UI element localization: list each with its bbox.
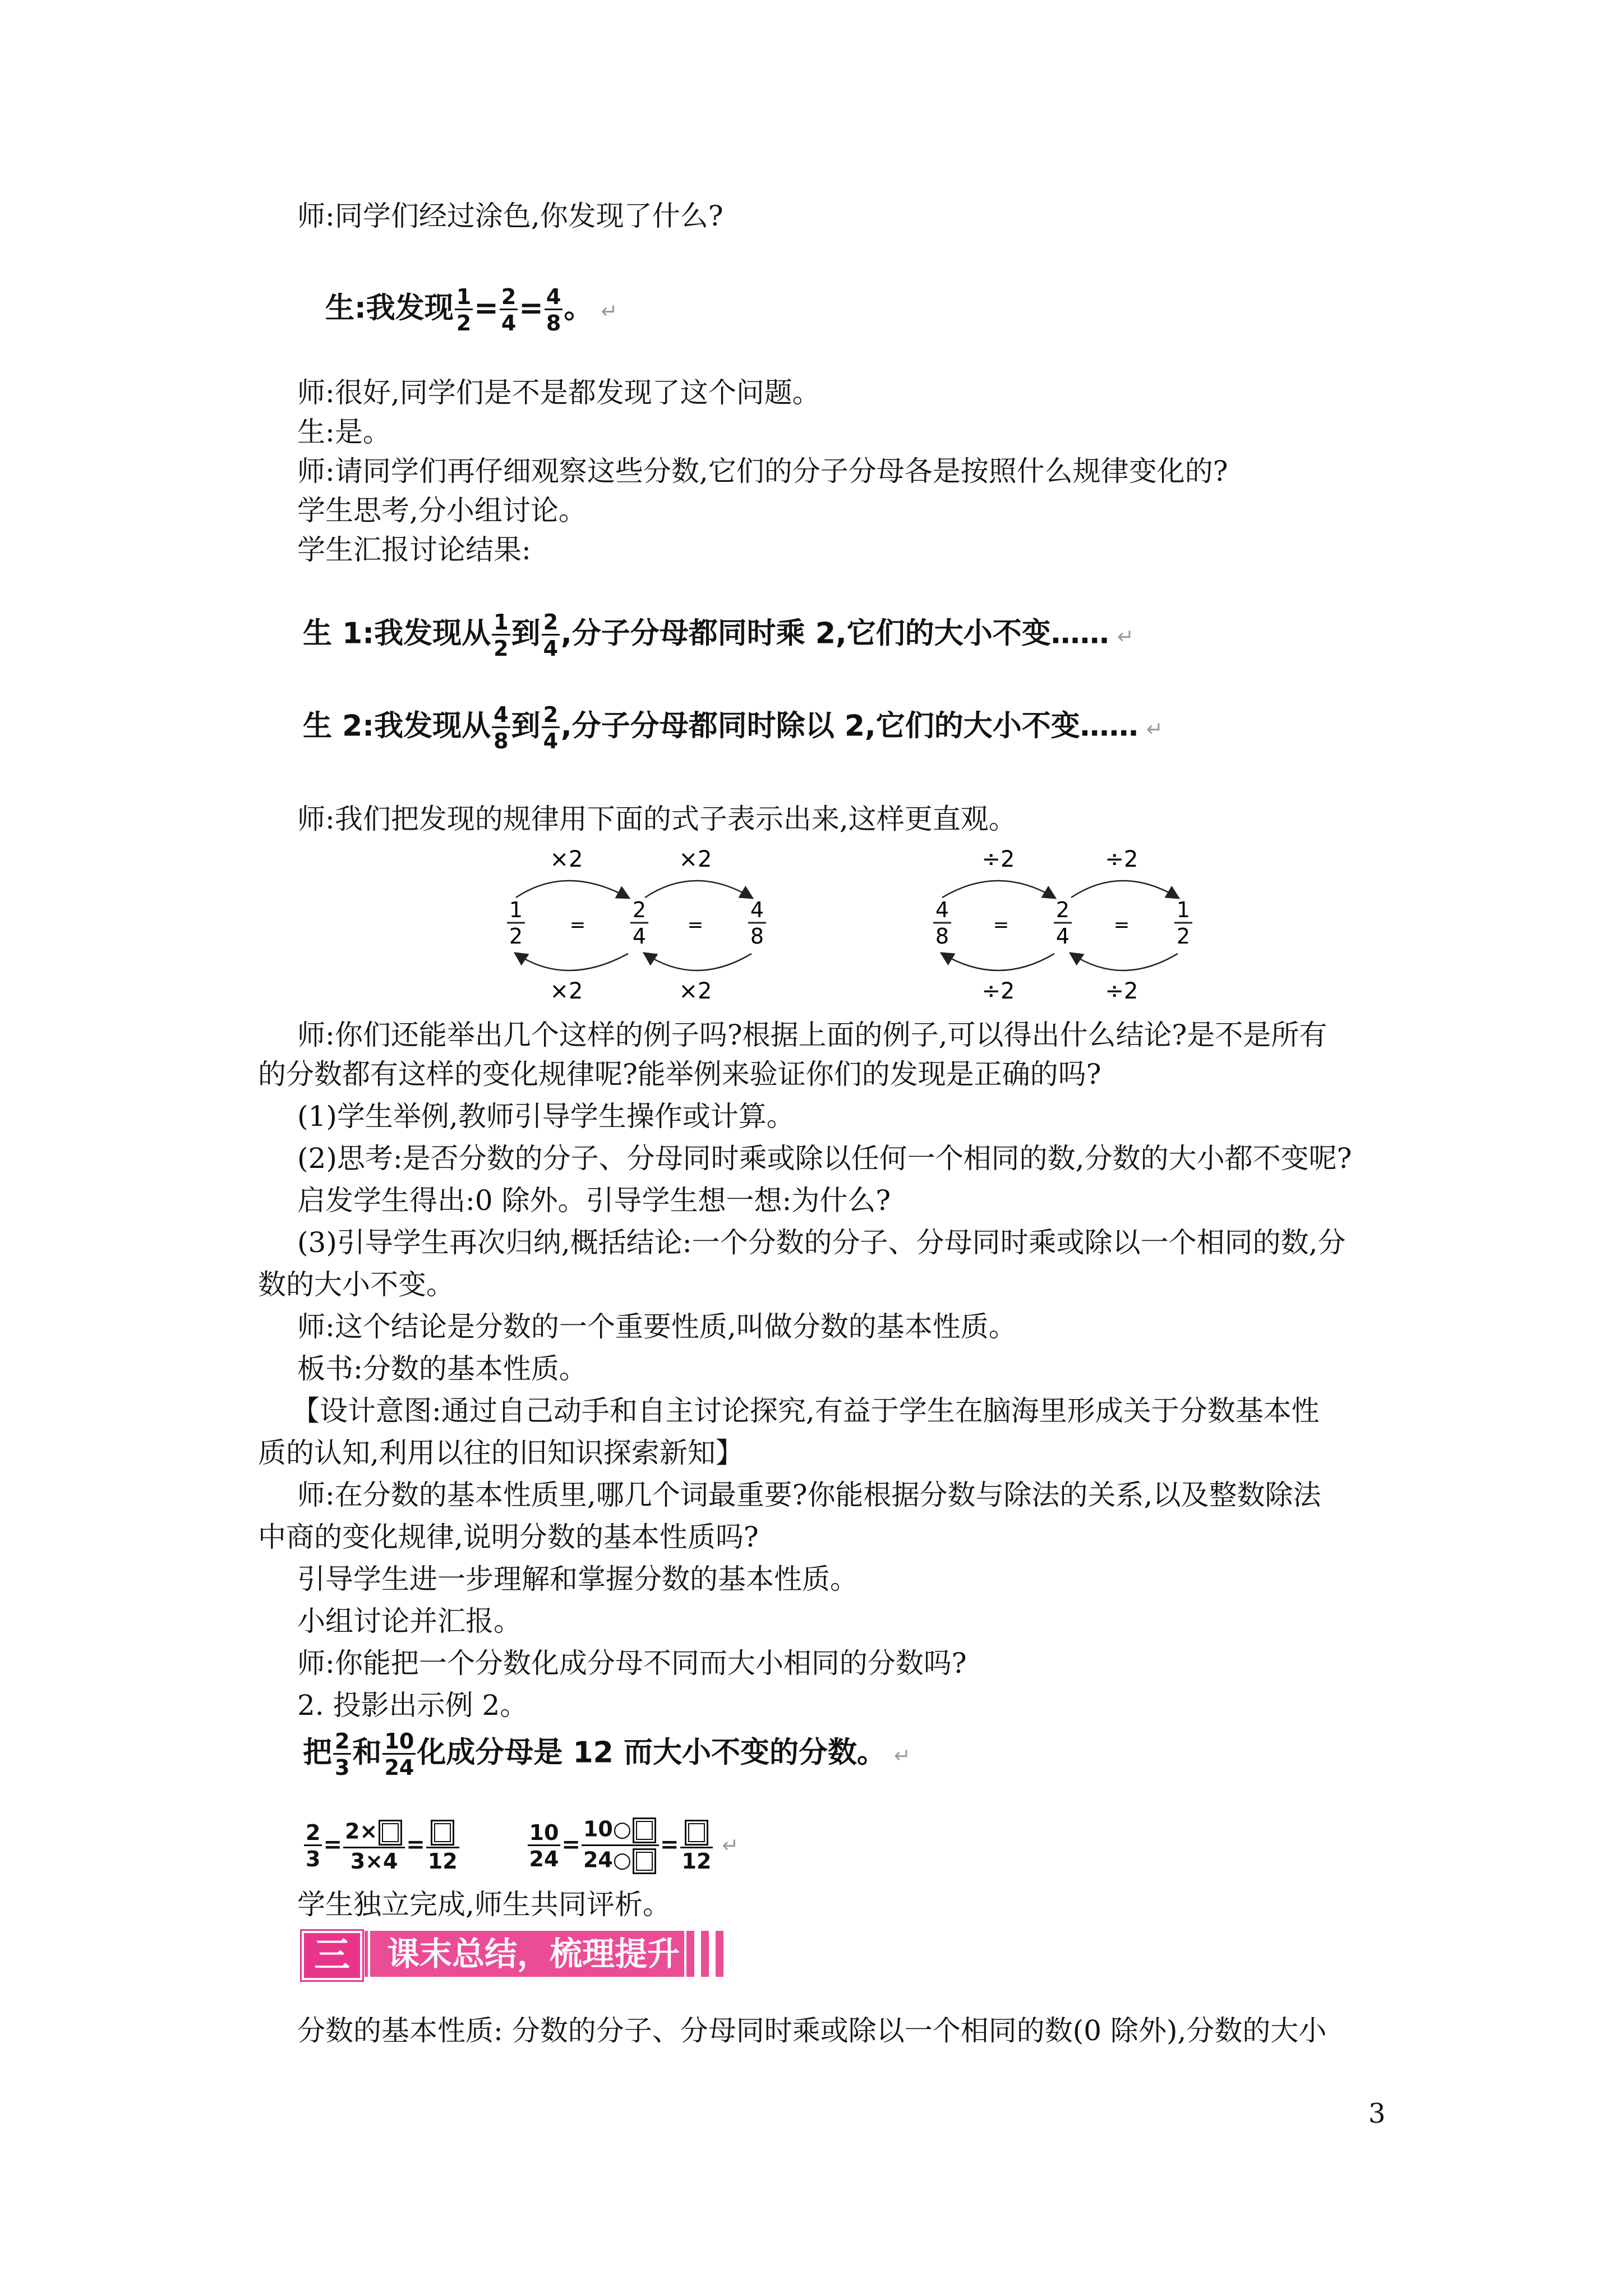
text-line: (3)引导学生再次归纳,概括结论:一个分数的分子、分母同时乘或除以一个相同的数,分 xyxy=(297,1226,1346,1259)
text-line: 中商的变化规律,说明分数的基本性质吗? xyxy=(258,1521,759,1553)
text: 生 1:我发现从 xyxy=(303,616,491,651)
arrow-icon xyxy=(516,881,628,898)
arrow-icon xyxy=(1071,954,1178,970)
text: 和 xyxy=(352,1736,382,1770)
section-number: 三 xyxy=(302,1931,362,1980)
svg-text:4: 4 xyxy=(750,898,764,922)
fraction: 12 xyxy=(426,1820,459,1872)
divide-label: ÷2 xyxy=(1105,846,1138,872)
text: 生:我发现 xyxy=(325,291,454,325)
fraction: $\frac{2}{4}$ xyxy=(500,286,518,334)
text-line: 【设计意图:通过自己动手和自主讨论探究,有益于学生在脑海里形成关于分数基本性 xyxy=(292,1395,1320,1427)
arrow-icon xyxy=(645,881,751,898)
divide-label: ÷2 xyxy=(981,846,1015,872)
text-line-fraction xyxy=(303,704,1163,752)
svg-text:2: 2 xyxy=(509,924,523,949)
text-line: 2. 投影出示例 2。 xyxy=(297,1689,528,1722)
return-mark-icon: ↵ xyxy=(722,1834,739,1857)
text-line: (1)学生举例,教师引导学生操作或计算。 xyxy=(297,1100,795,1133)
svg-text:2: 2 xyxy=(1055,898,1070,922)
arrow-icon xyxy=(516,954,628,970)
divide-diagram xyxy=(920,841,1211,1004)
banner-edge xyxy=(365,1931,368,1977)
fraction: $\frac{2}{4}$ xyxy=(542,611,560,659)
text-line: (2)思考:是否分数的分子、分母同时乘或除以任何一个相同的数,分数的大小都不变呢? xyxy=(297,1142,1352,1175)
text-line: 师:我们把发现的规律用下面的式子表示出来,这样更直观。 xyxy=(297,803,1017,835)
banner-stripe xyxy=(716,1931,723,1977)
fraction: $\frac{2}{3}$ xyxy=(333,1731,351,1778)
text-line: 师:同学们经过涂色,你发现了什么? xyxy=(297,200,723,232)
svg-text:8: 8 xyxy=(935,924,949,949)
text-line-fraction: 生:我发现 $\frac{1}{2}$ = $\frac{2}{4}$ = $\frac{4}{8}$ 。 ↵ xyxy=(325,284,618,335)
text: 化成分母是 12 而大小不变的分数。 xyxy=(417,1736,886,1770)
text-line: 师:你们还能举出几个这样的例子吗?根据上面的例子,可以得出什么结论?是不是所有 xyxy=(297,1019,1327,1051)
text: 把 xyxy=(303,1736,333,1770)
fraction: 12 xyxy=(680,1820,713,1872)
fraction: $\frac{10○}{24○}$ xyxy=(582,1818,659,1874)
fraction: $\frac{2\times}{3\times 4}$ xyxy=(343,1820,405,1872)
blank-box xyxy=(379,1820,402,1846)
equals-label: = xyxy=(1113,914,1130,936)
text: 生 2:我发现从 xyxy=(303,709,491,743)
section-title: 课末总结，梳理提升 xyxy=(370,1931,684,1977)
fraction: $\frac{10}{24}$ xyxy=(382,1731,416,1778)
text-line-fraction xyxy=(303,1731,911,1778)
text-line: 学生独立完成,师生共同评析。 xyxy=(297,1888,671,1921)
text-line: 学生汇报讨论结果: xyxy=(297,533,531,566)
text-line: 板书:分数的基本性质。 xyxy=(297,1352,587,1385)
section-banner xyxy=(302,1929,750,1979)
fraction: $\frac{2}{4}$ xyxy=(542,704,560,752)
banner-stripe xyxy=(701,1931,709,1977)
fraction: $\frac{10}{24}$ xyxy=(528,1822,561,1870)
fraction: $\frac{1}{2}$ xyxy=(455,286,473,334)
svg-text:1: 1 xyxy=(509,898,523,922)
arrow-icon xyxy=(942,881,1054,898)
text: ,分子分母都同时乘 2,它们的大小不变…… xyxy=(561,616,1109,651)
banner-stripe xyxy=(686,1931,694,1977)
equals-label: = xyxy=(569,914,586,936)
svg-text:4: 4 xyxy=(935,898,949,922)
text: ,分子分母都同时除以 2,它们的大小不变…… xyxy=(561,709,1138,743)
times-label: ×2 xyxy=(550,846,583,872)
return-mark-icon: ↵ xyxy=(1117,625,1134,648)
svg-text:2: 2 xyxy=(632,898,647,922)
fraction: $\frac{4}{8}$ xyxy=(545,286,562,334)
text-line: 师:在分数的基本性质里,哪几个词最重要?你能根据分数与除法的关系,以及整数除法 xyxy=(297,1479,1321,1511)
blank-box xyxy=(633,1848,656,1874)
text-line: 师:很好,同学们是不是都发现了这个问题。 xyxy=(297,376,820,409)
blank-box xyxy=(431,1820,454,1846)
text-line: 师:你能把一个分数化成分母不同而大小相同的分数吗? xyxy=(297,1647,967,1680)
text-line: 师:请同学们再仔细观察这些分数,它们的分子分母各是按照什么规律变化的? xyxy=(297,455,1228,487)
return-mark-icon: ↵ xyxy=(893,1744,911,1768)
return-mark-icon: ↵ xyxy=(601,300,618,323)
blank-box xyxy=(685,1820,708,1846)
text-line: 分数的基本性质: 分数的分子、分母同时乘或除以一个相同的数(0 除外),分数的大小 xyxy=(297,2014,1327,2047)
fraction: $\frac{2}{3}$ xyxy=(304,1822,322,1870)
text-line: 小组讨论并汇报。 xyxy=(297,1605,522,1637)
text-line: 引导学生进一步理解和掌握分数的基本性质。 xyxy=(297,1563,858,1595)
fraction: $\frac{1}{2}$ xyxy=(492,611,510,659)
text-line: 数的大小不变。 xyxy=(258,1268,454,1301)
multiply-diagram xyxy=(494,841,785,1004)
text-line-fraction xyxy=(303,611,1134,659)
fraction-equation: $\frac{2}{3}$ = $\frac{2\times}{3\times 4}$ = 12 $\frac{10}{24}$ = $\frac{10○}{24○}$ = 12 ↵ xyxy=(303,1818,739,1874)
equals-label: = xyxy=(687,914,704,936)
divide-label: ÷2 xyxy=(981,978,1015,1004)
arrow-icon xyxy=(645,954,751,970)
times-label: ×2 xyxy=(550,978,583,1004)
svg-text:2: 2 xyxy=(1176,924,1191,949)
divide-label: ÷2 xyxy=(1105,978,1138,1004)
svg-text:8: 8 xyxy=(750,924,764,949)
fraction: $\frac{4}{8}$ xyxy=(492,704,510,752)
text-line: 启发学生得出:0 除外。引导学生想一想:为什么? xyxy=(297,1184,891,1217)
text: 到 xyxy=(511,709,541,743)
equals-label: = xyxy=(993,914,1009,936)
text-line: 质的认知,利用以往的旧知识探索新知】 xyxy=(258,1437,744,1469)
text-line: 学生思考,分小组讨论。 xyxy=(297,494,587,527)
times-label: ×2 xyxy=(679,978,712,1004)
text: 到 xyxy=(511,616,541,651)
blank-box xyxy=(633,1818,656,1843)
times-label: ×2 xyxy=(679,846,712,872)
arrow-icon xyxy=(942,954,1054,970)
svg-text:4: 4 xyxy=(1055,924,1070,949)
page-number: 3 xyxy=(1368,2098,1386,2129)
svg-text:1: 1 xyxy=(1176,898,1191,922)
return-mark-icon: ↵ xyxy=(1146,717,1163,741)
arrow-icon xyxy=(1071,881,1178,898)
text-line: 生:是。 xyxy=(297,416,391,448)
text-line: 师:这个结论是分数的一个重要性质,叫做分数的基本性质。 xyxy=(297,1310,1017,1343)
text-line: 的分数都有这样的变化规律呢?能举例来验证你们的发现是正确的吗? xyxy=(258,1058,1101,1091)
svg-text:4: 4 xyxy=(632,924,647,949)
